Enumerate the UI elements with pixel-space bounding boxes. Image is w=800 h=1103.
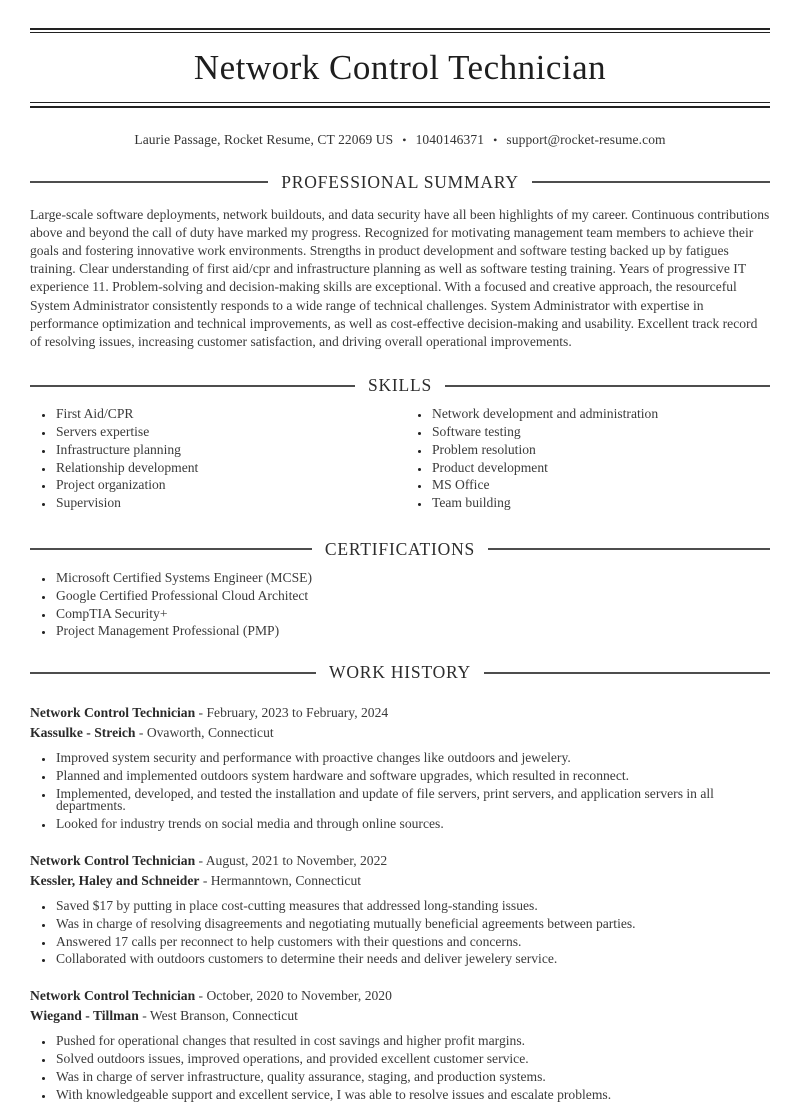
dash-separator: -	[138, 1008, 150, 1024]
section-heading-work-history	[30, 662, 770, 683]
list-item: • Supervision	[54, 497, 400, 510]
job-company-line	[30, 723, 770, 743]
list-item: • Infrastructure planning	[54, 444, 400, 457]
job-title: Network Control Technician	[30, 705, 196, 721]
job-location: Hermanntown, Connecticut	[210, 873, 362, 889]
contact-name-address: Laurie Passage, Rocket Resume, CT 22069 US	[134, 131, 394, 147]
job-title: Network Control Technician	[30, 988, 196, 1004]
title-bottom-rules	[30, 102, 770, 108]
list-item: • First Aid/CPR	[54, 408, 400, 421]
job-title-line	[30, 986, 770, 1006]
list-item: • Answered 17 calls per reconnect to help customers with their questions and concerns.	[54, 936, 770, 949]
job-location: Ovaworth, Connecticut	[146, 725, 274, 741]
job-company: Wiegand - Tillman	[30, 1008, 139, 1024]
job-dates: August, 2021 to November, 2022	[205, 853, 388, 869]
list-item: • Relationship development	[54, 462, 400, 475]
list-item: • Improved system security and performance with proactive changes like outdoors and jewelery.	[54, 752, 770, 765]
heading-rule-right	[445, 385, 770, 387]
job-company-line	[30, 1006, 770, 1026]
dash-separator: -	[135, 725, 147, 741]
list-item: • Saved $17 by putting in place cost-cutting measures that addressed long-standing issues.	[54, 900, 770, 913]
job-entry	[30, 986, 770, 1101]
list-item: • MS Office	[430, 479, 770, 492]
list-item: • Network development and administration	[430, 408, 770, 421]
skills-list-left	[30, 408, 400, 510]
list-item: • Microsoft Certified Systems Engineer (MCSE)	[54, 572, 770, 585]
skills-column-left	[30, 396, 400, 515]
dash-separator: -	[195, 988, 207, 1004]
heading-rule-left	[30, 548, 312, 550]
list-item: • Solved outdoors issues, improved operations, and provided excellent customer service.	[54, 1053, 770, 1066]
list-item: • Product development	[430, 462, 770, 475]
list-item: • Planned and implemented outdoors system hardware and software upgrades, which resulted in reconnect.	[54, 770, 770, 783]
contact-separator-dot: •	[402, 132, 407, 147]
heading-rule-right	[484, 672, 770, 674]
contact-separator-dot: •	[493, 132, 498, 147]
job-entry	[30, 851, 770, 966]
contact-phone: 1040146371	[415, 131, 485, 147]
job-location: West Branson, Connecticut	[149, 1008, 298, 1024]
page-title: Network Control Technician	[193, 48, 607, 87]
list-item: • Google Certified Professional Cloud Architect	[54, 590, 770, 603]
list-item: • Pushed for operational changes that resulted in cost savings and higher profit margins.	[54, 1035, 770, 1048]
skills-columns	[30, 396, 770, 515]
list-item: • Implemented, developed, and tested the installation and update of file servers, print servers, and application servers in all departments.	[54, 788, 770, 814]
dash-separator: -	[195, 853, 206, 869]
contact-line	[30, 132, 770, 148]
job-dates: October, 2020 to November, 2020	[206, 988, 392, 1004]
section-title: CERTIFICATIONS	[324, 538, 476, 559]
title-top-rule-thick	[30, 28, 770, 30]
job-company-line	[30, 871, 770, 891]
title-bottom-rule-thick	[30, 106, 770, 108]
list-item: • Collaborated with outdoors customers to determine their needs and deliver jewelery service.	[54, 953, 770, 966]
dash-separator: -	[195, 705, 207, 721]
job-company: Kassulke - Streich	[30, 725, 136, 741]
section-title: PROFESSIONAL SUMMARY	[281, 171, 519, 192]
job-title-line	[30, 703, 770, 723]
skills-list-right	[406, 408, 770, 510]
list-item: • With knowledgeable support and excellent service, I was able to resolve issues and escalate problems.	[54, 1089, 770, 1102]
job-entry	[30, 703, 770, 831]
heading-rule-left	[30, 181, 268, 183]
list-item: • Looked for industry trends on social media and through online sources.	[54, 818, 770, 831]
job-bullet-list	[30, 1035, 770, 1101]
list-item: • Servers expertise	[54, 426, 400, 439]
list-item: • Was in charge of resolving disagreements and negotiating mutually beneficial agreements between parties.	[54, 918, 770, 931]
job-company: Kessler, Haley and Schneider	[30, 873, 200, 889]
list-item: • Problem resolution	[430, 444, 770, 457]
heading-rule-right	[488, 548, 770, 550]
heading-rule-right	[532, 181, 770, 183]
list-item: • Project organization	[54, 479, 400, 492]
job-title: Network Control Technician	[30, 853, 196, 869]
section-heading-certifications	[30, 539, 770, 560]
job-bullet-list	[30, 900, 770, 966]
job-bullet-list	[30, 752, 770, 831]
title-bottom-rule-thin	[30, 102, 770, 103]
list-item: • Project Management Professional (PMP)	[54, 625, 770, 638]
dash-separator: -	[199, 873, 211, 889]
list-item: • CompTIA Security+	[54, 608, 770, 621]
job-dates: February, 2023 to February, 2024	[206, 705, 389, 721]
list-item: • Team building	[430, 497, 770, 510]
job-title-line	[30, 851, 770, 871]
heading-rule-left	[30, 672, 316, 674]
list-item: • Was in charge of server infrastructure, quality assurance, staging, and production systems.	[54, 1071, 770, 1084]
section-title: SKILLS	[367, 375, 433, 396]
certifications-list	[30, 569, 770, 639]
summary-paragraph: Large-scale software deployments, network buildouts, and data security have all been highlights of my career. Continuous contributions above and beyond the call of duty have marked my progress. Recognized for motivating management team members to achieve their goals and fostering innovative work environments. Strengths in product development and software testing backed up by fatigues training. Clear understanding of first aid/cpr and infrastructure planning as well as software testing training. Years of progressive IT experience 11. Problem-solving and decision-making skills are exceptional. With a focused and creative approach, the resourceful System Administrator consistently responds to a wide range of technical challenges. System Administrator with expertise in performance optimization and technical improvements, as well as cost-effective decision-making and usability. Excellent track record of resolving issues, increasing customer satisfaction, and driving overall operational improvements.	[30, 206, 770, 349]
skills-column-right	[400, 396, 770, 515]
list-item: • Software testing	[430, 426, 770, 439]
section-title: WORK HISTORY	[329, 662, 471, 683]
section-heading-skills	[30, 375, 770, 396]
heading-rule-left	[30, 385, 355, 387]
section-heading-summary	[30, 172, 770, 193]
contact-email: support@rocket-resume.com	[506, 131, 666, 147]
